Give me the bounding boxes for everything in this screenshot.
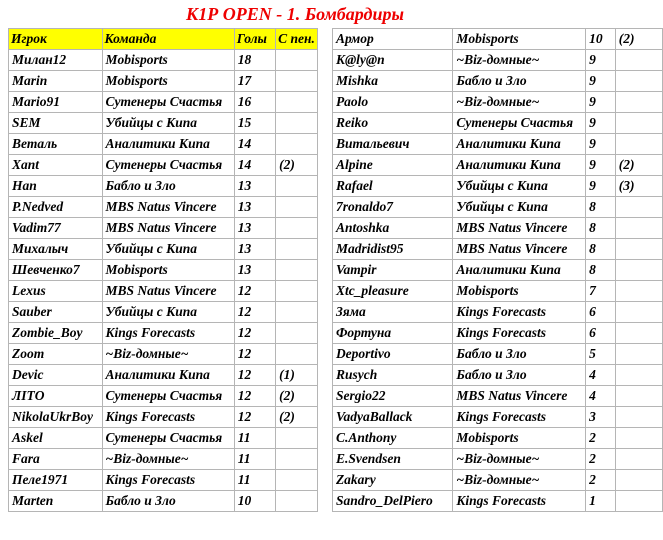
team-cell: Mobisports xyxy=(453,29,586,50)
table-row xyxy=(9,323,318,344)
penalties-cell xyxy=(276,50,318,71)
goals-cell: 17 xyxy=(234,71,275,92)
penalties-cell xyxy=(615,92,662,113)
goals-cell: 9 xyxy=(586,134,616,155)
table-row xyxy=(9,50,318,71)
table-row xyxy=(9,365,318,386)
penalties-cell: (2) xyxy=(276,407,318,428)
table-row xyxy=(332,323,662,344)
team-cell: Kings Forecasts xyxy=(102,407,234,428)
table-row xyxy=(332,113,662,134)
goals-cell: 8 xyxy=(586,197,616,218)
penalties-cell xyxy=(276,218,318,239)
penalties-cell: (2) xyxy=(615,155,662,176)
team-cell: MBS Natus Vincere xyxy=(453,239,586,260)
goals-cell: 10 xyxy=(586,29,616,50)
table-row xyxy=(332,344,662,365)
player-cell: Zombie_Boy xyxy=(9,323,103,344)
table-row xyxy=(9,281,318,302)
table-row xyxy=(332,302,662,323)
penalties-cell xyxy=(615,218,662,239)
penalties-cell xyxy=(276,92,318,113)
penalties-cell xyxy=(615,50,662,71)
goals-cell: 14 xyxy=(234,134,275,155)
player-cell: Xant xyxy=(9,155,103,176)
goals-cell: 12 xyxy=(234,323,275,344)
goals-cell: 8 xyxy=(586,239,616,260)
player-cell: VadyaBallack xyxy=(332,407,452,428)
player-cell: Han xyxy=(9,176,103,197)
penalties-cell xyxy=(615,197,662,218)
player-cell: Армор xyxy=(332,29,452,50)
table-row xyxy=(332,491,662,512)
player-cell: Vadim77 xyxy=(9,218,103,239)
table-row xyxy=(9,92,318,113)
goals-cell: 14 xyxy=(234,155,275,176)
goals-cell: 13 xyxy=(234,260,275,281)
table-row xyxy=(332,449,662,470)
penalties-cell xyxy=(276,260,318,281)
player-cell: Фортуна xyxy=(332,323,452,344)
player-cell: Deportivo xyxy=(332,344,452,365)
penalties-cell xyxy=(276,491,318,512)
team-cell: ~Biz-домные~ xyxy=(453,470,586,491)
penalties-cell: (2) xyxy=(276,155,318,176)
player-cell: Madridist95 xyxy=(332,239,452,260)
goals-cell: 9 xyxy=(586,92,616,113)
table-row xyxy=(9,470,318,491)
scorers-table-left xyxy=(8,28,318,512)
player-cell: Devic xyxy=(9,365,103,386)
goals-cell: 2 xyxy=(586,470,616,491)
penalties-cell xyxy=(276,281,318,302)
table-row xyxy=(9,344,318,365)
goals-cell: 10 xyxy=(234,491,275,512)
player-cell: Fara xyxy=(9,449,103,470)
table-row xyxy=(332,428,662,449)
player-cell: Зяма xyxy=(332,302,452,323)
table-row xyxy=(332,92,662,113)
table-row xyxy=(9,491,318,512)
table-row xyxy=(332,365,662,386)
table-row xyxy=(9,134,318,155)
penalties-cell xyxy=(615,407,662,428)
table-row xyxy=(9,218,318,239)
player-cell: Paolo xyxy=(332,92,452,113)
table-row xyxy=(9,71,318,92)
goals-cell: 9 xyxy=(586,50,616,71)
goals-cell: 1 xyxy=(586,491,616,512)
player-cell: 7ronaldo7 xyxy=(332,197,452,218)
team-cell: Убийцы с Кипа xyxy=(453,197,586,218)
team-cell: Аналитики Кипа xyxy=(453,260,586,281)
goals-cell: 2 xyxy=(586,449,616,470)
table-row xyxy=(9,113,318,134)
player-cell: Antoshka xyxy=(332,218,452,239)
table-row xyxy=(9,239,318,260)
goals-cell: 7 xyxy=(586,281,616,302)
table-row xyxy=(9,197,318,218)
goals-cell: 4 xyxy=(586,365,616,386)
table-row xyxy=(9,386,318,407)
goals-cell: 18 xyxy=(234,50,275,71)
player-cell: Zoom xyxy=(9,344,103,365)
goals-cell: 13 xyxy=(234,239,275,260)
goals-cell: 2 xyxy=(586,428,616,449)
team-cell: Mobisports xyxy=(102,71,234,92)
team-cell: Бабло и Зло xyxy=(102,491,234,512)
penalties-cell xyxy=(276,134,318,155)
column-header-player: Игрок xyxy=(9,29,103,50)
team-cell: Kings Forecasts xyxy=(453,491,586,512)
table-row xyxy=(332,176,662,197)
team-cell: ~Biz-домные~ xyxy=(453,92,586,113)
table-row xyxy=(332,50,662,71)
penalties-cell: (2) xyxy=(276,386,318,407)
goals-cell: 6 xyxy=(586,323,616,344)
penalties-cell: (3) xyxy=(615,176,662,197)
team-cell: Бабло и Зло xyxy=(453,365,586,386)
player-cell: Sauber xyxy=(9,302,103,323)
goals-cell: 13 xyxy=(234,176,275,197)
team-cell: Аналитики Кипа xyxy=(102,365,234,386)
team-cell: Kings Forecasts xyxy=(453,302,586,323)
team-cell: ~Biz-домные~ xyxy=(102,449,234,470)
scorers-tables-container xyxy=(0,28,663,512)
team-cell: Аналитики Кипа xyxy=(102,134,234,155)
header-row xyxy=(9,29,318,50)
goals-cell: 15 xyxy=(234,113,275,134)
penalties-cell xyxy=(615,302,662,323)
player-cell: Alpine xyxy=(332,155,452,176)
team-cell: Убийцы с Кипа xyxy=(102,302,234,323)
player-cell: Xtc_pleasure xyxy=(332,281,452,302)
player-cell: Vampir xyxy=(332,260,452,281)
goals-cell: 9 xyxy=(586,113,616,134)
goals-cell: 11 xyxy=(234,449,275,470)
penalties-cell xyxy=(276,176,318,197)
penalties-cell xyxy=(615,323,662,344)
table-row xyxy=(332,134,662,155)
goals-cell: 12 xyxy=(234,344,275,365)
penalties-cell xyxy=(276,323,318,344)
player-cell: SEM xyxy=(9,113,103,134)
player-cell: C.Anthony xyxy=(332,428,452,449)
table-row xyxy=(9,407,318,428)
penalties-cell xyxy=(615,134,662,155)
penalties-cell xyxy=(615,428,662,449)
team-cell: MBS Natus Vincere xyxy=(453,218,586,239)
table-row xyxy=(332,260,662,281)
team-cell: Kings Forecasts xyxy=(102,323,234,344)
player-cell: Витальевич xyxy=(332,134,452,155)
player-cell: Askel xyxy=(9,428,103,449)
penalties-cell xyxy=(615,386,662,407)
penalties-cell xyxy=(615,449,662,470)
goals-cell: 12 xyxy=(234,281,275,302)
player-cell: K@ly@n xyxy=(332,50,452,71)
team-cell: Аналитики Кипа xyxy=(453,155,586,176)
team-cell: Бабло и Зло xyxy=(102,176,234,197)
table-row xyxy=(332,470,662,491)
goals-cell: 12 xyxy=(234,302,275,323)
penalties-cell xyxy=(276,344,318,365)
goals-cell: 16 xyxy=(234,92,275,113)
player-cell: Пеле1971 xyxy=(9,470,103,491)
penalties-cell xyxy=(615,470,662,491)
player-cell: Шевченко7 xyxy=(9,260,103,281)
penalties-cell xyxy=(276,197,318,218)
penalties-cell xyxy=(615,281,662,302)
team-cell: Mobisports xyxy=(102,50,234,71)
goals-cell: 6 xyxy=(586,302,616,323)
penalties-cell xyxy=(615,491,662,512)
table-row xyxy=(9,176,318,197)
player-cell: Marin xyxy=(9,71,103,92)
column-header-goals: Голы xyxy=(234,29,275,50)
team-cell: MBS Natus Vincere xyxy=(102,218,234,239)
column-header-penalties: С пен. xyxy=(276,29,318,50)
goals-cell: 3 xyxy=(586,407,616,428)
player-cell: Zakary xyxy=(332,470,452,491)
team-cell: Mobisports xyxy=(453,428,586,449)
goals-cell: 9 xyxy=(586,71,616,92)
team-cell: Бабло и Зло xyxy=(453,71,586,92)
table-row xyxy=(9,449,318,470)
penalties-cell: (1) xyxy=(276,365,318,386)
player-cell: Sandro_DelPiero xyxy=(332,491,452,512)
table-row xyxy=(332,29,662,50)
table-row xyxy=(332,386,662,407)
team-cell: Аналитики Кипа xyxy=(453,134,586,155)
penalties-cell xyxy=(615,344,662,365)
penalties-cell xyxy=(276,428,318,449)
team-cell: Kings Forecasts xyxy=(453,407,586,428)
goals-cell: 13 xyxy=(234,218,275,239)
team-cell: Сутенеры Счастья xyxy=(102,428,234,449)
table-row xyxy=(9,260,318,281)
goals-cell: 9 xyxy=(586,155,616,176)
team-cell: MBS Natus Vincere xyxy=(102,281,234,302)
team-cell: ~Biz-домные~ xyxy=(102,344,234,365)
scorers-table-right xyxy=(332,28,663,512)
penalties-cell xyxy=(276,71,318,92)
goals-cell: 5 xyxy=(586,344,616,365)
penalties-cell xyxy=(615,260,662,281)
penalties-cell xyxy=(615,113,662,134)
team-cell: ~Biz-домные~ xyxy=(453,50,586,71)
team-cell: Убийцы с Кипа xyxy=(102,113,234,134)
goals-cell: 12 xyxy=(234,407,275,428)
player-cell: Михалыч xyxy=(9,239,103,260)
penalties-cell: (2) xyxy=(615,29,662,50)
player-cell: ЛІТО xyxy=(9,386,103,407)
table-row xyxy=(332,239,662,260)
player-cell: Милан12 xyxy=(9,50,103,71)
player-cell: Rafael xyxy=(332,176,452,197)
player-cell: Lexus xyxy=(9,281,103,302)
table-row xyxy=(332,71,662,92)
penalties-cell xyxy=(276,239,318,260)
goals-cell: 11 xyxy=(234,428,275,449)
player-cell: P.Nedved xyxy=(9,197,103,218)
table-row xyxy=(9,155,318,176)
goals-cell: 11 xyxy=(234,470,275,491)
team-cell: Сутенеры Счастья xyxy=(102,155,234,176)
penalties-cell xyxy=(276,302,318,323)
table-row xyxy=(9,428,318,449)
penalties-cell xyxy=(615,365,662,386)
player-cell: NikolaUkrBoy xyxy=(9,407,103,428)
team-cell: Kings Forecasts xyxy=(102,470,234,491)
table-row xyxy=(332,281,662,302)
player-cell: Marten xyxy=(9,491,103,512)
team-cell: Сутенеры Счастья xyxy=(102,92,234,113)
penalties-cell xyxy=(276,113,318,134)
goals-cell: 8 xyxy=(586,218,616,239)
team-cell: MBS Natus Vincere xyxy=(453,386,586,407)
team-cell: Kings Forecasts xyxy=(453,323,586,344)
table-row xyxy=(9,302,318,323)
team-cell: Сутенеры Счастья xyxy=(453,113,586,134)
goals-cell: 12 xyxy=(234,386,275,407)
team-cell: Mobisports xyxy=(453,281,586,302)
team-cell: Сутенеры Счастья xyxy=(102,386,234,407)
goals-cell: 12 xyxy=(234,365,275,386)
player-cell: Mishka xyxy=(332,71,452,92)
player-cell: Reiko xyxy=(332,113,452,134)
player-cell: E.Svendsen xyxy=(332,449,452,470)
table-row xyxy=(332,407,662,428)
table-row xyxy=(332,197,662,218)
goals-cell: 4 xyxy=(586,386,616,407)
page-title: К1Р OPEN - 1. Бомбардиры xyxy=(186,4,404,24)
team-cell: MBS Natus Vincere xyxy=(102,197,234,218)
column-header-team: Команда xyxy=(102,29,234,50)
player-cell: Sergio22 xyxy=(332,386,452,407)
goals-cell: 8 xyxy=(586,260,616,281)
penalties-cell xyxy=(276,449,318,470)
player-cell: Rusych xyxy=(332,365,452,386)
team-cell: Mobisports xyxy=(102,260,234,281)
penalties-cell xyxy=(615,71,662,92)
team-cell: Убийцы с Кипа xyxy=(102,239,234,260)
table-row xyxy=(332,218,662,239)
penalties-cell xyxy=(615,239,662,260)
team-cell: Бабло и Зло xyxy=(453,344,586,365)
goals-cell: 13 xyxy=(234,197,275,218)
goals-cell: 9 xyxy=(586,176,616,197)
team-cell: Убийцы с Кипа xyxy=(453,176,586,197)
player-cell: Mario91 xyxy=(9,92,103,113)
table-row xyxy=(332,155,662,176)
player-cell: Веталь xyxy=(9,134,103,155)
team-cell: ~Biz-домные~ xyxy=(453,449,586,470)
penalties-cell xyxy=(276,470,318,491)
